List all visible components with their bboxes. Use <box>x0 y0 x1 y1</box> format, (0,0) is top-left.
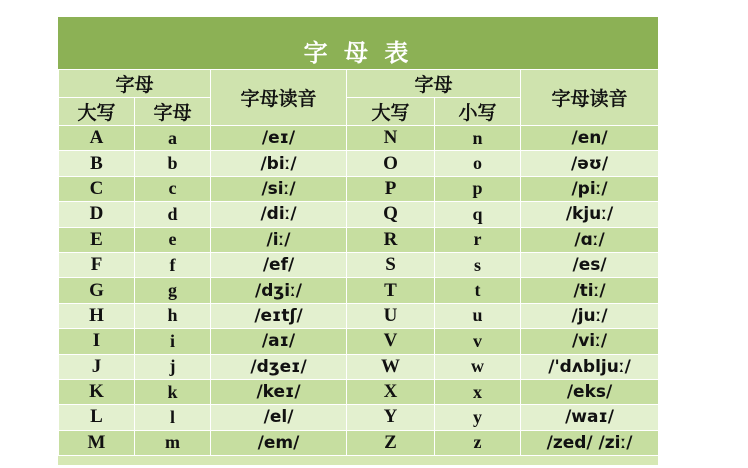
uppercase-letter: O <box>347 151 435 176</box>
pronunciation: /en/ <box>521 126 659 151</box>
lowercase-letter: a <box>135 126 211 151</box>
lowercase-letter: c <box>135 176 211 201</box>
table-row <box>59 354 659 379</box>
lowercase-letter: x <box>435 379 521 404</box>
pronunciation: /es/ <box>521 252 659 277</box>
lowercase-letter: k <box>135 379 211 404</box>
lowercase-letter: i <box>135 329 211 354</box>
pronunciation: /siː/ <box>211 176 347 201</box>
lowercase-letter: q <box>435 202 521 227</box>
uppercase-letter: F <box>59 252 135 277</box>
pronunciation: /eɪ/ <box>211 126 347 151</box>
uppercase-letter: X <box>347 379 435 404</box>
lowercase-letter: b <box>135 151 211 176</box>
lowercase-letter: p <box>435 176 521 201</box>
uppercase-letter: I <box>59 329 135 354</box>
uppercase-letter: G <box>59 278 135 303</box>
table-row <box>59 151 659 176</box>
alphabet-rows <box>59 126 659 456</box>
table-title: 字 母 表 <box>58 17 658 69</box>
table-row <box>59 379 659 404</box>
uppercase-letter: W <box>347 354 435 379</box>
pronunciation: /ef/ <box>211 252 347 277</box>
pronunciation: /dʒeɪ/ <box>211 354 347 379</box>
uppercase-letter: B <box>59 151 135 176</box>
pronunciation: /waɪ/ <box>521 405 659 430</box>
table-row <box>59 278 659 303</box>
table-row <box>59 430 659 455</box>
pronunciation: /tiː/ <box>521 278 659 303</box>
pronunciation: /iː/ <box>211 227 347 252</box>
lowercase-letter: v <box>435 329 521 354</box>
pronunciation: /em/ <box>211 430 347 455</box>
uppercase-letter: H <box>59 303 135 328</box>
pronunciation: /piː/ <box>521 176 659 201</box>
lowercase-letter: r <box>435 227 521 252</box>
uppercase-letter: V <box>347 329 435 354</box>
pronunciation: /əʊ/ <box>521 151 659 176</box>
lowercase-letter: o <box>435 151 521 176</box>
lowercase-letter: l <box>135 405 211 430</box>
pronunciation: /dʒiː/ <box>211 278 347 303</box>
pronunciation: /biː/ <box>211 151 347 176</box>
lowercase-letter: m <box>135 430 211 455</box>
uppercase-letter: E <box>59 227 135 252</box>
table-row <box>59 202 659 227</box>
table-row <box>59 303 659 328</box>
alphabet-table <box>58 69 659 456</box>
lowercase-letter: s <box>435 252 521 277</box>
pronunciation: /viː/ <box>521 329 659 354</box>
uppercase-letter: R <box>347 227 435 252</box>
lowercase-letter: w <box>435 354 521 379</box>
uppercase-letter: C <box>59 176 135 201</box>
table-row <box>59 176 659 201</box>
uppercase-letter: S <box>347 252 435 277</box>
pronunciation: /eks/ <box>521 379 659 404</box>
uppercase-letter: K <box>59 379 135 404</box>
lowercase-letter: e <box>135 227 211 252</box>
header-lower-left: 字母 <box>135 98 211 126</box>
table-row <box>59 227 659 252</box>
uppercase-letter: D <box>59 202 135 227</box>
pronunciation: /kjuː/ <box>521 202 659 227</box>
uppercase-letter: Q <box>347 202 435 227</box>
lowercase-letter: y <box>435 405 521 430</box>
lowercase-letter: f <box>135 252 211 277</box>
header-pron-right: 字母读音 <box>521 70 659 126</box>
header-upper-right: 大写 <box>347 98 435 126</box>
pronunciation: /el/ <box>211 405 347 430</box>
header-group-left: 字母 <box>59 70 211 98</box>
lowercase-letter: d <box>135 202 211 227</box>
pronunciation: /zed/ /ziː/ <box>521 430 659 455</box>
uppercase-letter: U <box>347 303 435 328</box>
header-group-right: 字母 <box>347 70 521 98</box>
pronunciation: /diː/ <box>211 202 347 227</box>
lowercase-letter: g <box>135 278 211 303</box>
pronunciation: /eɪtʃ/ <box>211 303 347 328</box>
uppercase-letter: Y <box>347 405 435 430</box>
pronunciation: /ɑː/ <box>521 227 659 252</box>
table-row <box>59 329 659 354</box>
uppercase-letter: T <box>347 278 435 303</box>
lowercase-letter: h <box>135 303 211 328</box>
lowercase-letter: n <box>435 126 521 151</box>
uppercase-letter: M <box>59 430 135 455</box>
lowercase-letter: z <box>435 430 521 455</box>
lowercase-letter: u <box>435 303 521 328</box>
header-pron-left: 字母读音 <box>211 70 347 126</box>
lowercase-letter: t <box>435 278 521 303</box>
header-upper-left: 大写 <box>59 98 135 126</box>
uppercase-letter: Z <box>347 430 435 455</box>
pronunciation: /keɪ/ <box>211 379 347 404</box>
alphabet-table-panel <box>58 17 658 465</box>
pronunciation: /'dʌbljuː/ <box>521 354 659 379</box>
header-lower-right: 小写 <box>435 98 521 126</box>
uppercase-letter: P <box>347 176 435 201</box>
lowercase-letter: j <box>135 354 211 379</box>
uppercase-letter: N <box>347 126 435 151</box>
table-row <box>59 252 659 277</box>
uppercase-letter: A <box>59 126 135 151</box>
table-row <box>59 405 659 430</box>
pronunciation: /aɪ/ <box>211 329 347 354</box>
uppercase-letter: L <box>59 405 135 430</box>
pronunciation: /juː/ <box>521 303 659 328</box>
table-row <box>59 126 659 151</box>
uppercase-letter: J <box>59 354 135 379</box>
